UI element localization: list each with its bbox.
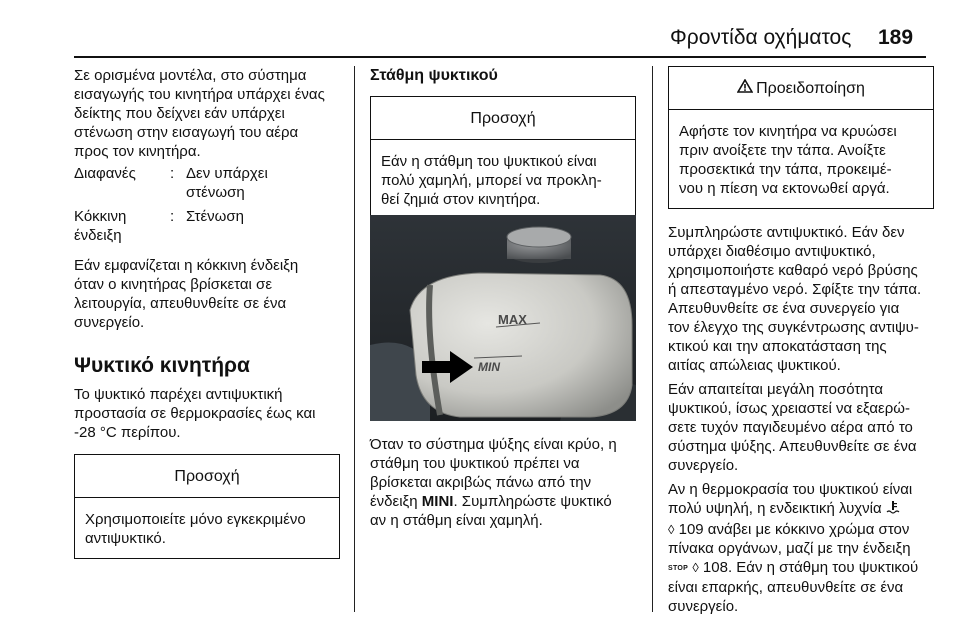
temperature-paragraph: Αν η θερμοκρασία του ψυκτικού είναι πολύ υψηλή, η ενδεικτική λυχνία ◊ 109 ανάβει με κόκκινο χρώμα στον πίνακα οργάνων, μαζί με την ένδειξη STOP ◊ 108. Εάν η στάθμη του ψυκτικού είναι επαρκής, απευθυνθείτε σε ένα συνεργείο. xyxy=(668,481,919,615)
refill-paragraph: Συμπληρώστε αντιψυκτικό. Εάν δεν υπάρχει διαθέσιμο αντιψυκτικό, χρησιμοποιήστε καθαρό νερό βρύσης ή απεσταγμένο νερό. Σφίξτε την τάπα. Απευθυνθείτε σε ένα συνεργείο για τον έλεγχο της συγκέντρωσης αντιψυ- κτικού και την αποκατάσταση της αιτίας απώλειας ψυκτικού. xyxy=(668,224,922,374)
column-1 xyxy=(74,66,344,559)
coolant-heading: Ψυκτικό κινητήρα xyxy=(74,354,250,377)
indicator-table xyxy=(74,164,340,245)
max-label: MAX xyxy=(498,312,527,327)
caution-text: Εάν η στάθμη του ψυκτικού είναι πολύ χαμηλή, μπορεί να προκλη- θεί ζημιά στον κινητήρα. xyxy=(381,153,602,208)
caution-text: Χρησιμοποιείτε μόνο εγκεκριμένο αντιψυκτικό. xyxy=(85,511,306,547)
coolant-temperature-icon xyxy=(886,500,900,520)
warning-box xyxy=(668,66,934,209)
page-number: 189 xyxy=(878,26,914,49)
caution-title: Προσοχή xyxy=(75,455,339,498)
min-label: MIN xyxy=(478,360,500,374)
coolant-reservoir-illustration xyxy=(370,215,636,421)
warning-title: Προειδοποίηση xyxy=(756,79,865,97)
column-2-text xyxy=(370,435,644,530)
caution-box xyxy=(74,454,340,559)
bleed-paragraph: Εάν απαιτείται μεγάλη ποσότητα ψυκτικού, ίσως χρειαστεί να εξαερώ- σετε τυχόν παγιδευμένο αέρα από το σύστημα ψύξης. Απευθυνθείτε σε ένα συνεργείο. xyxy=(668,381,917,474)
column-2 xyxy=(370,66,640,220)
column-divider-1 xyxy=(354,66,355,612)
warning-text: Αφήστε τον κινητήρα να κρυώσει πριν ανοίξετε την τάπα. Ανοίξτε προσεκτικά την τάπα, προκειμέ- νου η πίεση να εκτονωθεί αργά. xyxy=(679,123,897,197)
warning-triangle-icon xyxy=(737,79,753,98)
stop-icon: STOP xyxy=(668,564,689,572)
header-rule xyxy=(74,56,926,58)
page-header-title: Φροντίδα οχήματος xyxy=(670,26,852,49)
intro-paragraph: Σε ορισμένα μοντέλα, στο σύστημα εισαγωγής του κινητήρα υπάρχει ένας δείκτης που δείχνει εάν υπάρχει στένωση στην εισαγωγή του αέρα προς τον κινητήρα. xyxy=(74,67,325,160)
column-divider-2 xyxy=(652,66,653,612)
caution-title: Προσοχή xyxy=(371,97,635,140)
column-3 xyxy=(668,66,940,616)
table-row: Κόκκινη ένδειξη : Στένωση xyxy=(74,208,244,244)
page-reference-icon: ◊ xyxy=(692,560,699,575)
caution-box xyxy=(370,96,636,220)
coolant-reservoir-photo xyxy=(370,215,636,421)
warning-title-bar xyxy=(669,67,933,110)
red-indicator-paragraph: Εάν εμφανίζεται η κόκκινη ένδειξη όταν ο κινητήρας βρίσκεται σε λειτουργία, απευθυνθείτε σε ένα συνεργείο. xyxy=(74,257,299,331)
table-row: Διαφανές : Δεν υπάρχει στένωση xyxy=(74,165,268,201)
coolant-paragraph: Το ψυκτικό παρέχει αντιψυκτική προστασία σε θερμοκρασίες έως και -28 °C περίπου. xyxy=(74,386,316,441)
page-reference-icon: ◊ xyxy=(668,522,675,537)
coolant-level-heading: Στάθμη ψυκτικού xyxy=(370,67,498,84)
coolant-level-paragraph: Όταν το σύστημα ψύξης είναι κρύο, η στάθμη του ψυκτικού πρέπει να βρίσκεται ακριβώς πάνω από την ένδειξη MINI. Συμπληρώστε ψυκτικό αν η στάθμη είναι χαμηλή. xyxy=(370,436,617,529)
